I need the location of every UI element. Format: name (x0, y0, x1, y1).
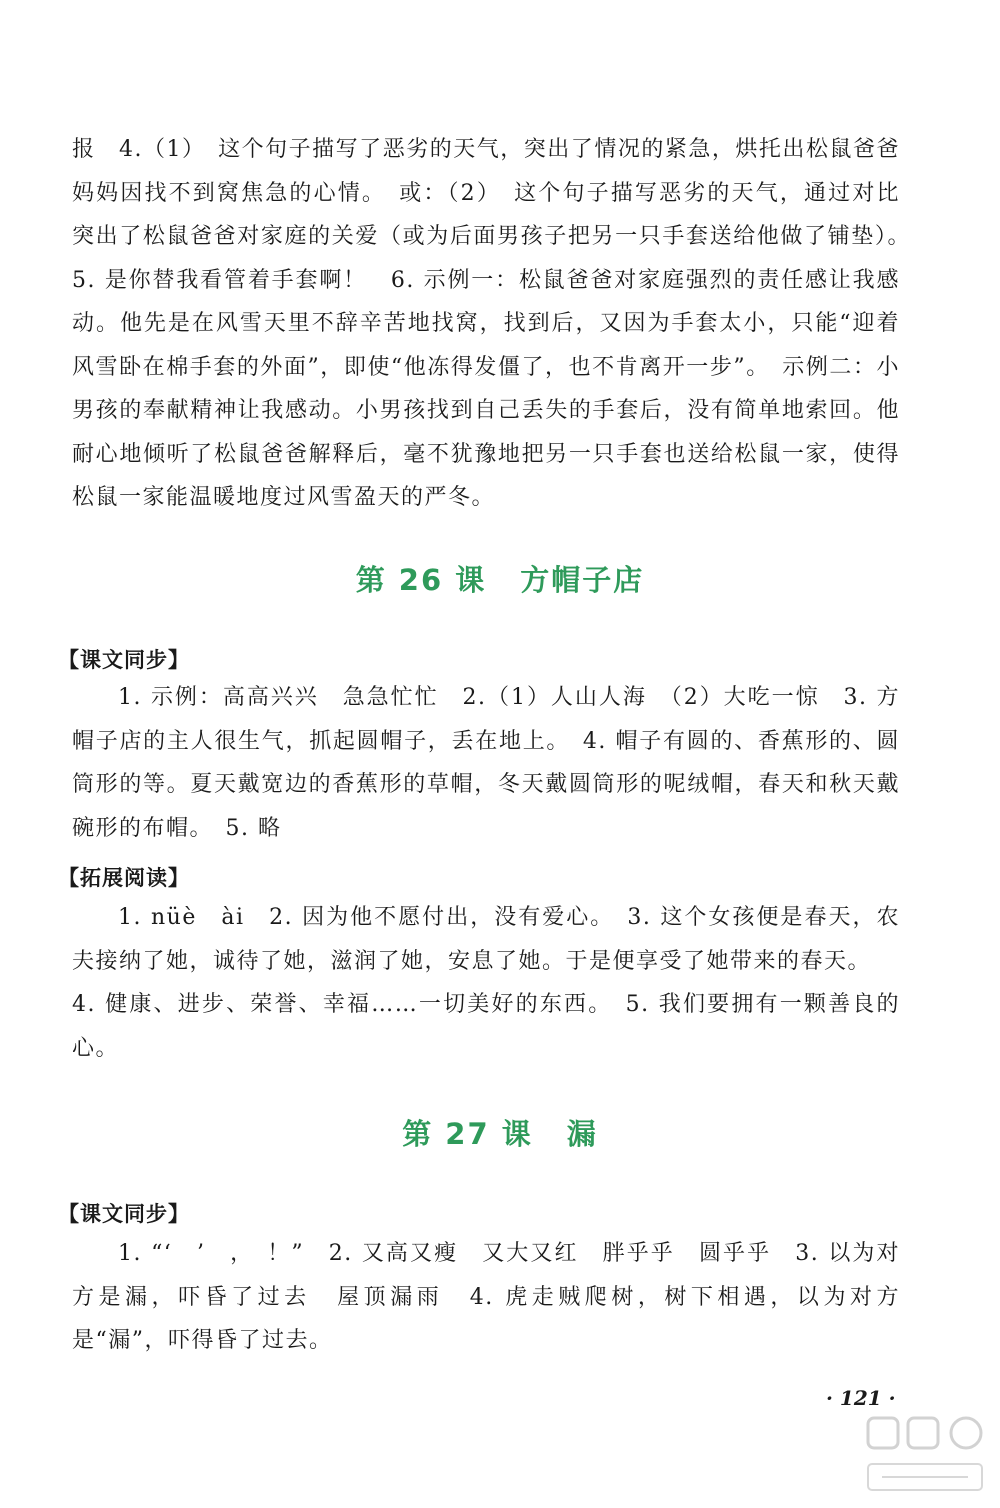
lesson-27-name: 漏 (566, 1117, 598, 1151)
lesson-27-sync-text: 1. “‘ ’ ， ！” 2. 又高又瘦 又大又红 胖乎乎 圆乎乎 3. 以为对方是漏，吓昏了过去 屋顶漏雨 4. 虎走贼爬树，树下相遇，以为对方是“漏”，吓得昏了过去。 (72, 1241, 900, 1353)
page-number: · 121 · (826, 1386, 896, 1410)
lesson-27-title (0, 1112, 1000, 1153)
lesson-26-number: 第 26 课 (355, 563, 487, 597)
lesson-26-sync-label: 【课文同步】 (58, 648, 190, 672)
lesson-26-ext-label: 【拓展阅读】 (58, 866, 190, 890)
lesson-26-ext-text-1: 1. nüè ài 2. 因为他不愿付出，没有爱心。 3. 这个女孩便是春天，农夫接纳了她，诚待了她，滋润了她，安息了她。于是便享受了她带来的春天。 (72, 905, 900, 974)
lesson-26-ext-text-2: 4. 健康、进步、荣誉、幸福……一切美好的东西。 5. 我们要拥有一颗善良的心。 (72, 992, 900, 1061)
intro-paragraph: 报 4.（1） 这个句子描写了恶劣的天气，突出了情况的紧急，烘托出松鼠爸爸妈妈因找不到窝焦急的心情。 或：（2） 这个句子描写恶劣的天气，通过对比突出了松鼠爸爸对家庭的关爱（或为后面男孩子把另一只手套送给他做了铺垫）。 5. 是你替我看管着手套啊！ 6. 示例一：松鼠爸爸对家庭强烈的责任感让我感动。他先是在风雪天里不辞辛苦地找窝，找到后，又因为手套太小，只能“迎着风雪卧在棉手套的外面”，即使“他冻得发僵了，也不肯离开一步”。 示例二：小男孩的奉献精神让我感动。小男孩找到自己丢失的手套后，没有简单地索回。他耐心地倾听了松鼠爸爸解释后，毫不犹豫地把另一只手套也送给松鼠一家，使得松鼠一家能温暖地度过风雪盈天的严冬。 (72, 137, 924, 510)
lesson-26-title (0, 558, 1000, 599)
lesson-26-name: 方帽子店 (520, 563, 645, 597)
lesson-26-sync-text: 1. 示例：高高兴兴 急急忙忙 2.（1）人山人海 （2）大吃一惊 3. 方帽子店的主人很生气，抓起圆帽子，丢在地上。 4. 帽子有圆的、香蕉形的、圆筒形的等。夏天戴宽边的香蕉形的草帽，冬天戴圆筒形的呢绒帽，春天和秋天戴碗形的布帽。 5. 略 (72, 685, 900, 841)
lesson-27-sync-label: 【课文同步】 (58, 1202, 190, 1226)
lesson-27-number: 第 27 课 (402, 1117, 533, 1151)
watermark-logo-icon (862, 1412, 988, 1498)
